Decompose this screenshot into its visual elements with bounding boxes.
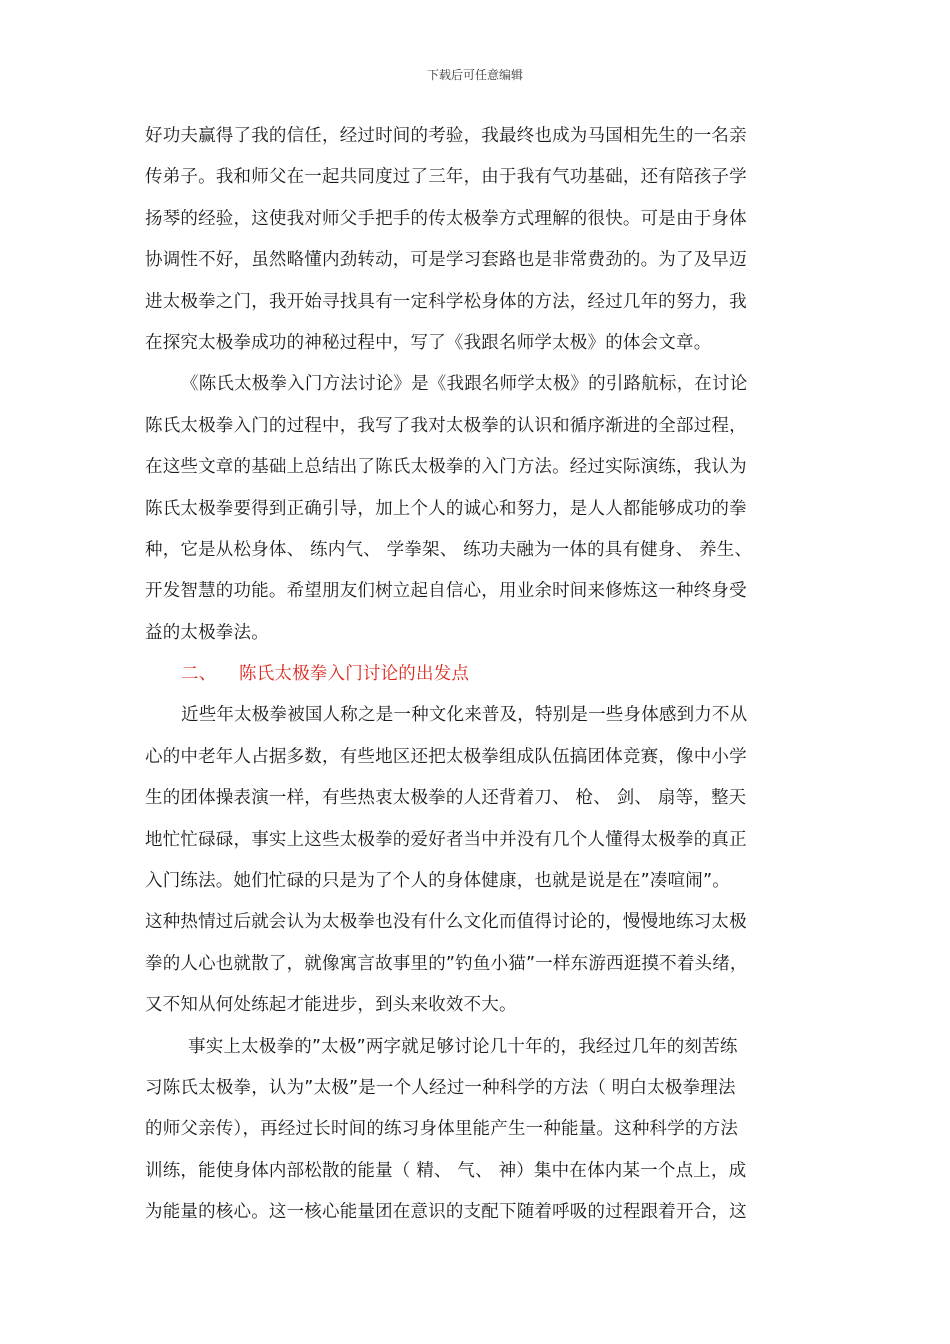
text-line: 好功夫赢得了我的信任，经过时间的考验，我最终也成为马国相先生的一名亲 (145, 126, 747, 146)
text-line: 入门练法。她们忙碌的只是为了个人的身体健康，也就是说是在”凑喧闹”。 (145, 871, 730, 892)
text-line: 为能量的核心。这一核心能量团在意识的支配下随着呼吸的过程跟着开合，这 (145, 1202, 747, 1223)
text-line: 种，它是从松身体、 练内气、 学拳架、 练功夫融为一体的具有健身、 养生、 (145, 539, 753, 560)
text-line: 这种热情过后就会认为太极拳也没有什么文化而值得讨论的，慢慢地练习太极 (145, 912, 747, 933)
page-header-note: 下载后可任意编辑 (426, 68, 523, 82)
text-line: 进太极拳之门，我开始寻找具有一定科学松身体的方法，经过几年的努力，我 (145, 291, 747, 312)
text-line: 生的团体操表演一样，有些热衷太极拳的人还背着刀、 枪、 剑、 扇等，整天 (145, 788, 747, 809)
text-line: 心的中老年人占据多数，有些地区还把太极拳组成队伍搞团体竞赛，像中小学 (145, 746, 747, 767)
text-line: 拳的人心也就散了，就像寓言故事里的”钓鱼小猫”一样东游西逛摸不着头绪， (145, 953, 748, 974)
text-line: 在探究太极拳成功的神秘过程中，写了《我跟名师学太极》的体会文章。 (145, 332, 712, 353)
section-title: 陈氏太极拳入门讨论的出发点 (239, 664, 470, 685)
text-line: 训练，能使身体内部松散的能量（ 精、 气、 神）集中在体内某一个点上，成 (145, 1160, 747, 1181)
text-line: 又不知从何处练起才能进步，到头来收效不大。 (145, 995, 517, 1016)
text-line: 陈氏太极拳要得到正确引导，加上个人的诚心和努力，是人人都能够成功的拳 (145, 498, 747, 519)
text-line: 开发智慧的功能。希望朋友们树立起自信心，用业余时间来修炼这一种终身受 (145, 581, 747, 602)
text-line: 《陈氏太极拳入门方法讨论》是《我跟名师学太极》的引路航标，在讨论 (181, 374, 748, 395)
text-line: 的师父亲传），再经过长时间的练习身体里能产生一种能量。这种科学的方法 (145, 1119, 739, 1140)
text-line: 传弟子。我和师父在一起共同度过了三年，由于我有气功基础，还有陪孩子学 (145, 167, 747, 188)
text-line: 事实上太极拳的”太极”两字就足够讨论几十年的，我经过几年的刻苦练 (188, 1036, 738, 1057)
text-line: 益的太极拳法。 (145, 622, 269, 643)
text-line: 习陈氏太极拳，认为”太极”是一个人经过一种科学的方法（ 明白太极拳理法 (145, 1077, 736, 1098)
text-line: 近些年太极拳被国人称之是一种文化来普及，特别是一些身体感到力不从 (181, 705, 748, 726)
text-line: 扬琴的经验，这使我对师父手把手的传太极拳方式理解的很快。可是由于身体 (145, 208, 747, 229)
section-heading (145, 654, 810, 695)
text-line: 地忙忙碌碌，事实上这些太极拳的爱好者当中并没有几个人懂得太极拳的真正 (145, 829, 747, 850)
section-number: 二、 (181, 664, 217, 685)
document-body (145, 116, 810, 1234)
text-line: 协调性不好，虽然略懂内劲转动，可是学习套路也是非常费劲的。为了及早迈 (145, 250, 747, 271)
text-line: 在这些文章的基础上总结出了陈氏太极拳的入门方法。经过实际演练，我认为 (145, 457, 747, 478)
text-line: 陈氏太极拳入门的过程中，我写了我对太极拳的认识和循序渐进的全部过程， (145, 415, 747, 436)
